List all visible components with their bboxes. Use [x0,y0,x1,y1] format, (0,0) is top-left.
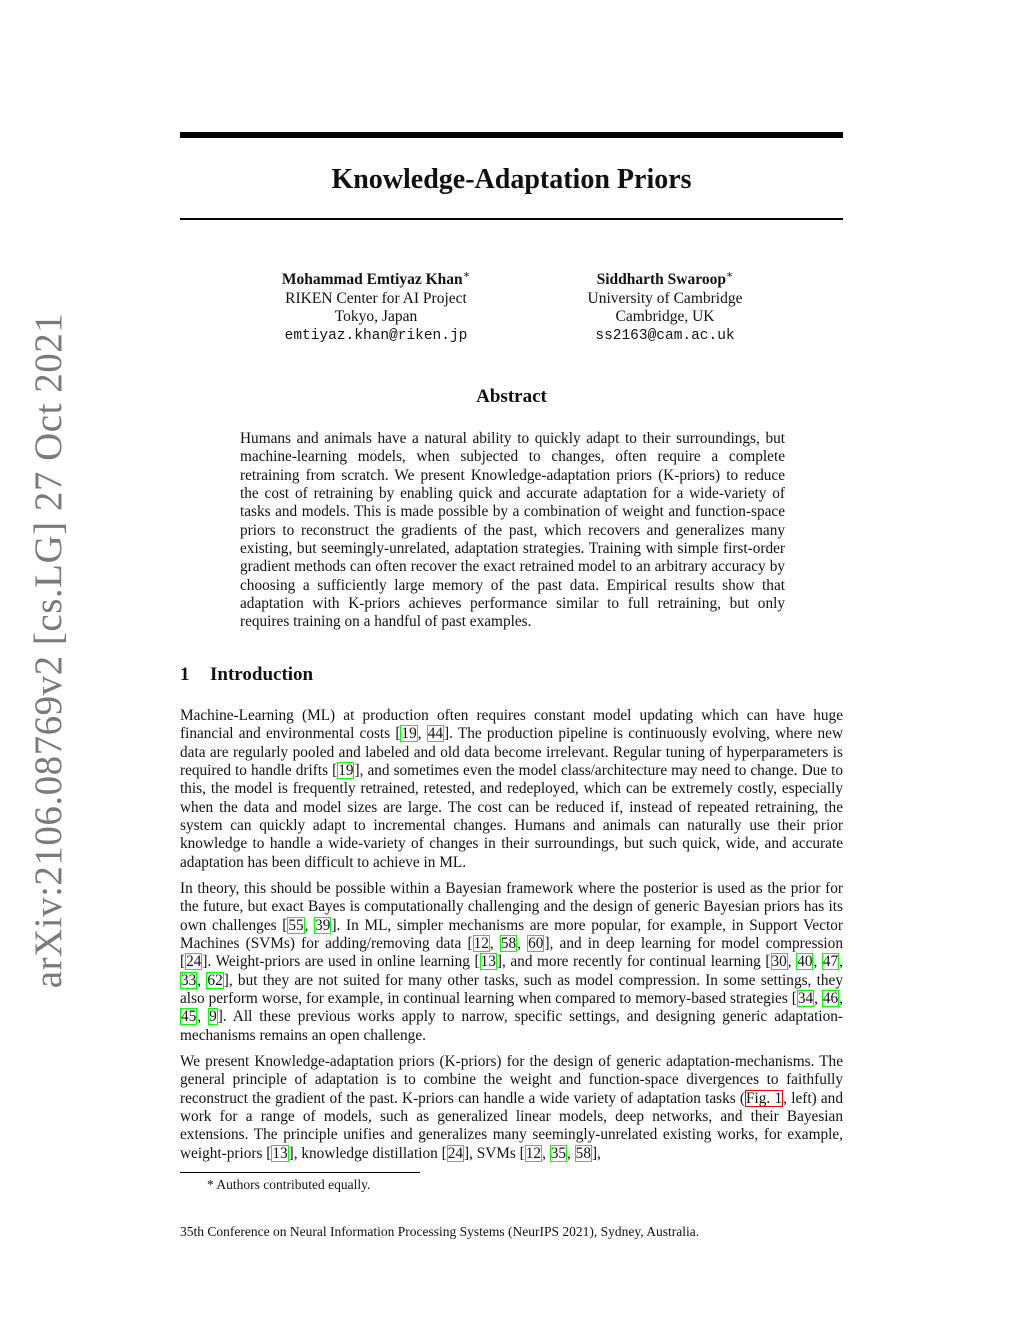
citation-link[interactable]: 35 [550,1144,567,1162]
intro-paragraph-2: In theory, this should be possible within a Bayesian framework where the posterior is used as the prior for the future, but exact Bayes is computationally challenging and the design of generic Bayesian priors has its own challenges [55, 39]. In ML, simpler mechanisms are more popular, for example, in Support Vector Machines (SVMs) for adding/removing data [12, 58, 60], and in deep learning for model compression [24]. Weight-priors are used in online learning [13], and more recently for continual learning [30, 40, 47, 33, 62], but they are not suited for many other tasks, such as model compression. In some settings, they also perform worse, for example, in continual learning when compared to memory-based strategies [34, 46, 45, 9]. All these previous works apply to narrow, specific settings, and designing generic adaptation-mechanisms remains an open challenge. [180,880,843,1044]
citation-link[interactable]: 24 [186,953,202,971]
citation-link[interactable]: 58 [575,1144,591,1162]
citation-link[interactable]: 55 [288,916,304,934]
author-block-2 [515,266,815,345]
figure-link[interactable]: Fig. 1 [746,1089,783,1107]
citation-link[interactable]: 46 [822,990,839,1008]
citation-link[interactable]: 30 [771,953,787,971]
author-email[interactable]: emtiyaz.khan@riken.jp [284,327,468,344]
intro-paragraph-3: We present Knowledge-adaptation priors (K-priors) for the design of generic adaptation-mechanisms. The general principle of adaptation is to combine the weight and function-space divergences to faithfully reconstruct the gradient of the past. K-priors can handle a wide variety of adaptation tasks (Fig. 1, left) and work for a range of models, such as generalized linear models, deep networks, and their Bayesian extensions. The principle unifies and generalizes many seemingly-unrelated existing works, for example, weight-priors [13], knowledge distillation [24], SVMs [12, 35, 58], [180,1053,843,1162]
author-block-1 [226,266,526,345]
arxiv-identifier [27,312,71,988]
citation-link[interactable]: 24 [447,1144,463,1162]
equal-contribution-mark: ∗ [462,269,471,281]
author-name: Siddharth Swaroop∗ [596,269,734,289]
citation-link[interactable]: 44 [427,725,444,743]
footnote: * Authors contributed equally. [207,1177,371,1192]
citation-link[interactable]: 12 [525,1144,542,1162]
citation-link[interactable]: 19 [338,762,354,780]
intro-paragraph-1: Machine-Learning (ML) at production often requires constant model updating which can have huge financial and environmental costs [19, 44]. The production pipeline is continuously evolving, where new data are regularly pooled and labeled and old data become irrelevant. Regular tuning of hyperparameters is required to handle drifts [19], and sometimes even the model class/architecture may need to change. Due to this, the model is frequently retrained, retested, and redeployed, which can be extremely costly, especially when the data and model sizes are large. The cost can be reduced if, instead of repeated retraining, the system can quickly adapt to incremental changes. Humans and animals can naturally use their prior knowledge to handle a wide-variety of changes in their surroundings, but such quick, wide, and accurate adaptation has been difficult to achieve in ML. [180,707,844,871]
footnote-rule [180,1172,420,1173]
citation-link[interactable]: 13 [480,953,496,971]
abstract-text: Humans and animals have a natural ability to quickly adapt to their surroundings, but machine-learning models, when subjected to changes, often require a complete retraining from scratch. We present Knowledge-adaptation priors (K-priors) to reduce the cost of retraining by enabling quick and accurate adaptation for a wide-variety of tasks and models. This is made possible by a combination of weight and function-space priors to reconstruct the gradients of the past, which recovers and generalizes many existing, but seemingly-unrelated, adaptation strategies. Training with simple first-order gradient methods can often recover the exact retrained model to an arbitrary accuracy by choosing a sufficiently large memory of the past data. Empirical results show that adaptation with K-priors achieves performance similar to full retraining, but only requires training on a handful of past examples. [240,430,785,631]
citation-link[interactable]: 39 [315,916,331,934]
venue-note: 35th Conference on Neural Information Processing Systems (NeurIPS 2021), Sydney, Australia. [180,1224,700,1239]
citation-link[interactable]: 40 [797,953,813,971]
citation-link[interactable]: 34 [797,990,814,1008]
citation-link[interactable]: 60 [528,935,544,953]
citation-link[interactable]: 58 [500,935,517,953]
author-name: Mohammad Emtiyaz Khan∗ [281,269,471,289]
section-heading-introduction [180,664,313,686]
citation-link[interactable]: 13 [272,1144,288,1162]
citation-link[interactable]: 45 [181,1008,197,1026]
title-top-rule [180,132,843,138]
section-number: 1 [180,664,190,685]
citation-link[interactable]: 62 [207,971,223,989]
equal-contribution-mark: ∗ [725,269,734,281]
section-title: Introduction [210,664,314,685]
citation-link[interactable]: 19 [401,725,417,743]
citation-link[interactable]: 47 [822,953,839,971]
citation-link[interactable]: 33 [181,971,197,989]
citation-link[interactable]: 12 [473,935,489,953]
title-bottom-rule [180,218,843,220]
author-location: Tokyo, Japan [334,308,418,326]
author-email[interactable]: ss2163@cam.ac.uk [595,327,735,344]
abstract-heading: Abstract [476,386,547,407]
arxiv-identifier-text: arXiv:2106.08769v2 [cs.LG] 27 Oct 2021 [27,312,71,988]
author-affiliation: RIKEN Center for AI Project [285,289,467,307]
author-location: Cambridge, UK [615,308,715,326]
author-affiliation: University of Cambridge [587,289,743,307]
citation-link[interactable]: 9 [209,1008,217,1026]
paper-title: Knowledge-Adaptation Priors [331,164,692,195]
